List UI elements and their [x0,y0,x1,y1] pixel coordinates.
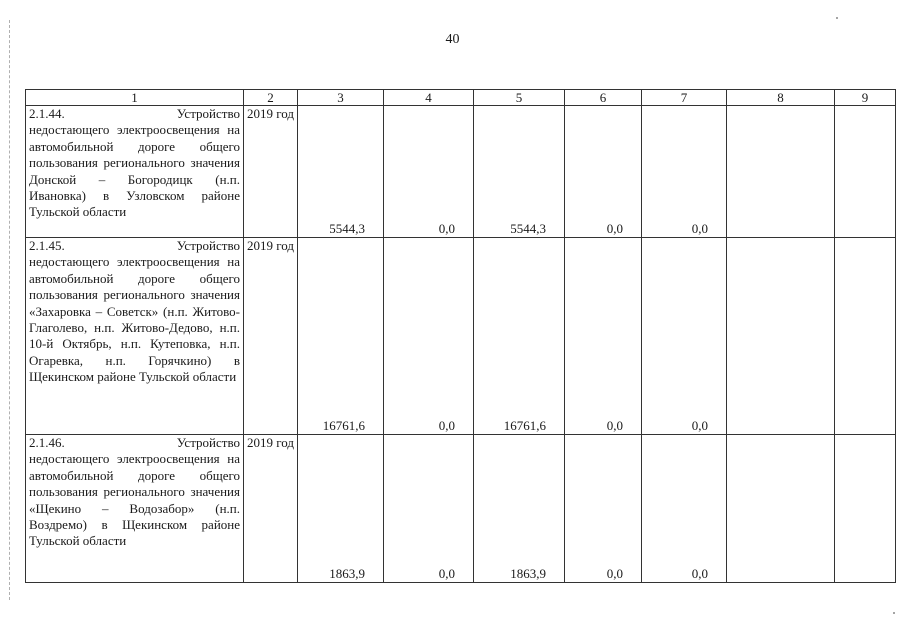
scan-speck [893,612,895,614]
column-header: 1 [26,90,244,106]
value-cell: 16761,6 [474,238,565,435]
value-cell: 1863,9 [474,435,565,583]
value-cell: 0,0 [565,238,642,435]
column-header: 5 [474,90,565,106]
column-header: 4 [384,90,474,106]
table-row [26,238,896,435]
year-cell: 2019 год [244,238,298,435]
page-number: 40 [445,32,460,47]
measure-heading-line [29,435,240,451]
value-cell: 5544,3 [298,106,384,238]
measure-heading-line [29,238,240,254]
value-cell [727,106,835,238]
budget-table [25,89,896,583]
measure-title: недостающего электроосвещения на автомобильной дороге общего пользования регионального значения Донской – Богородицк (н.п. Ивановка) в Узловском районе Тульской области [29,122,240,220]
value-cell [727,238,835,435]
value-cell: 0,0 [384,238,474,435]
measure-code: 2.1.45. [29,238,65,253]
measure-code: 2.1.44. [29,106,65,121]
scan-speck [836,17,838,19]
column-header: 7 [642,90,727,106]
value-cell: 0,0 [642,106,727,238]
measure-title-first-word: Устройство [176,106,240,121]
value-cell: 1863,9 [298,435,384,583]
year-cell: 2019 год [244,106,298,238]
column-header: 6 [565,90,642,106]
value-cell: 0,0 [565,435,642,583]
value-cell [835,435,896,583]
value-cell [727,435,835,583]
value-cell: 0,0 [384,106,474,238]
measure-name-cell [26,435,244,583]
measure-title: недостающего электроосвещения на автомобильной дороге общего пользования регионального значения «Щекино – Водозабор» (н.п. Воздремо) в Щекинском районе Тульской области [29,451,240,549]
table-row [26,106,896,238]
year-cell: 2019 год [244,435,298,583]
column-header: 2 [244,90,298,106]
measure-name-cell [26,238,244,435]
binding-margin-line [9,20,10,600]
measure-heading-line [29,106,240,122]
value-cell: 0,0 [565,106,642,238]
measure-title-first-word: Устройство [176,435,240,450]
value-cell: 5544,3 [474,106,565,238]
column-header: 8 [727,90,835,106]
column-header: 3 [298,90,384,106]
value-cell: 0,0 [642,435,727,583]
table-row [26,435,896,583]
column-number-header-row [26,90,896,106]
measure-title: недостающего электроосвещения на автомобильной дороге общего пользования регионального значения «Захаровка – Советск» (н.п. Житово-Глаголево, н.п. Житово-Дедово, н.п. 10-й Октябрь, н.п. Кутеповка, н.п. Огаревка, н.п. Горячкино) в Щекинском районе Тульской области [29,254,240,385]
value-cell [835,106,896,238]
value-cell: 0,0 [642,238,727,435]
measure-name-cell [26,106,244,238]
measure-code: 2.1.46. [29,435,65,450]
value-cell: 0,0 [384,435,474,583]
measure-title-first-word: Устройство [176,238,240,253]
value-cell: 16761,6 [298,238,384,435]
column-header: 9 [835,90,896,106]
value-cell [835,238,896,435]
